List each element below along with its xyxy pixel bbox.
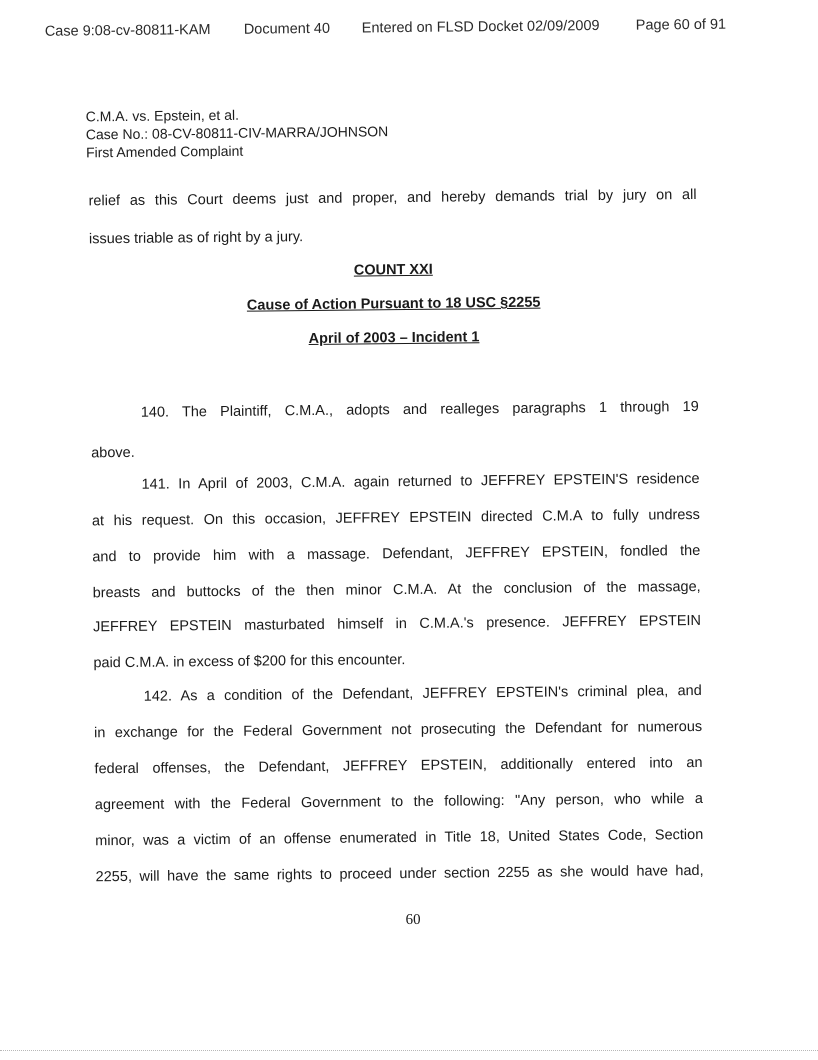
paragraph-141-line: 141. In April of 2003, C.M.A. again returned to JEFFREY EPSTEIN'S residence [141,470,700,493]
paragraph-140-line: above. [91,444,135,462]
count-heading: COUNT XXI [353,261,433,279]
docket-header [44,16,745,40]
paragraph-141-line: paid C.M.A. in excess of $200 for this encounter. [93,652,406,672]
caption-parties: C.M.A. vs. Epstein, et al. [85,106,240,125]
paragraph-142-line: federal offenses, the Defendant, JEFFREY EPSTEIN, additionally entered into an [94,754,703,778]
paragraph-141-line: and to provide him with a massage. Defendant, JEFFREY EPSTEIN, fondled the [92,542,701,566]
header-entered-date: Entered on FLSD Docket 02/09/2009 [361,17,600,37]
cause-heading: Cause of Action Pursuant to 18 USC §2255 [246,294,541,314]
paragraph-141-line: breasts and buttocks of the then minor C.M.A. At the conclusion of the massage, [92,578,701,602]
incident-heading: April of 2003 – Incident 1 [308,329,480,348]
header-page-count: Page 60 of 91 [635,16,727,34]
paragraph-142-line: 2255, will have the same rights to proceed under section 2255 as she would have had, [95,862,704,886]
intro-line: issues triable as of right by a jury. [88,229,304,248]
intro-line: relief as this Court deems just and proper, and hereby demands trial by jury on all [88,186,697,210]
caption-document-title: First Amended Complaint [85,142,244,161]
paragraph-141-line: JEFFREY EPSTEIN masturbated himself in C.M.A.'s presence. JEFFREY EPSTEIN [92,612,702,636]
header-document-number: Document 40 [243,20,331,38]
header-case-number: Case 9:08-cv-80811-KAM [44,22,211,40]
scan-border [0,1050,818,1051]
paragraph-142-line: minor, was a victim of an offense enumerated in Title 18, United States Code, Section [95,826,704,850]
case-caption [86,104,389,161]
paragraph-142-line: agreement with the Federal Government to the following: "Any person, who while a [94,790,703,814]
paragraph-141-line: at his request. On this occasion, JEFFREY EPSTEIN directed C.M.A to fully undress [91,506,700,530]
caption-case-number: Case No.: 08-CV-80811-CIV-MARRA/JOHNSON [85,123,389,143]
page-number: 60 [405,911,421,929]
paragraph-142-line: in exchange for the Federal Government not prosecuting the Defendant for numerous [94,718,703,742]
paragraph-140-line: 140. The Plaintiff, C.M.A., adopts and realleges paragraphs 1 through 19 [140,398,699,421]
paragraph-142-line: 142. As a condition of the Defendant, JEFFREY EPSTEIN's criminal plea, and [143,682,702,705]
